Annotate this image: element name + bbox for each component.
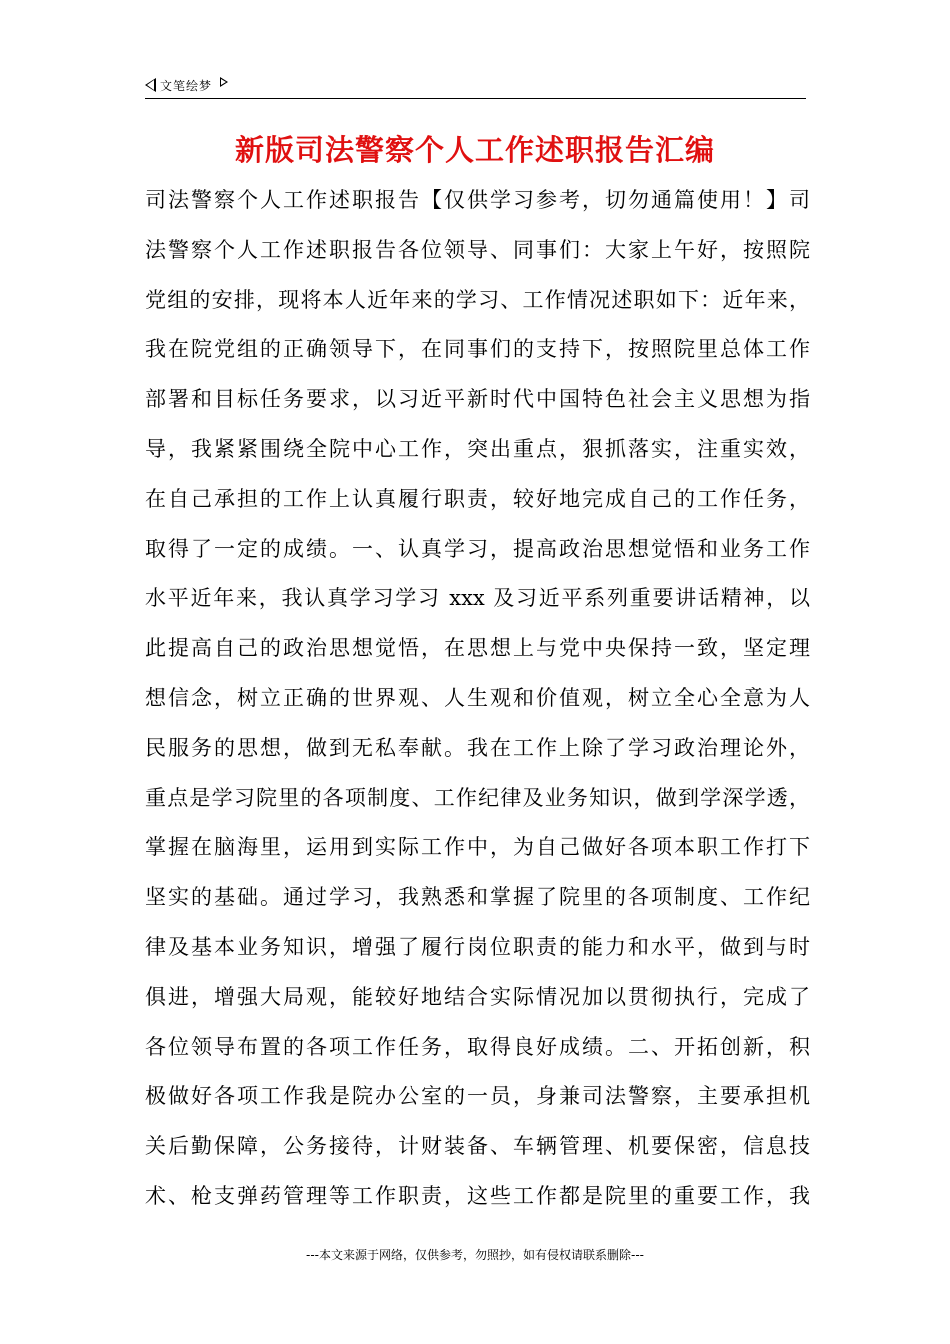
body-line: 党组的安排，现将本人近年来的学习、工作情况述职如下：近年来， xyxy=(145,287,810,312)
body-line: 在自己承担的工作上认真履行职责，较好地完成自己的工作任务， xyxy=(145,486,810,511)
triangle-right-outline-icon xyxy=(220,77,228,87)
body-line: 俱进，增强大局观，能较好地结合实际情况加以贯彻执行，完成了 xyxy=(145,984,810,1009)
body-line: 关后勤保障，公务接待，计财装备、车辆管理、机要保密，信息技 xyxy=(145,1134,810,1159)
body-line: 此提高自己的政治思想觉悟，在思想上与党中央保持一致，坚定理 xyxy=(145,636,810,661)
brand-name: 文笔绘梦 xyxy=(160,78,213,93)
body-line: 我在院党组的正确领导下，在同事们的支持下，按照院里总体工作 xyxy=(145,337,810,362)
body-line: 各位领导布置的各项工作任务，取得良好成绩。二、开拓创新，积 xyxy=(145,1034,810,1059)
body-line: 掌握在脑海里，运用到实际工作中，为自己做好各项本职工作打下 xyxy=(145,835,810,860)
document-title: 新版司法警察个人工作述职报告汇编 xyxy=(234,133,715,167)
body-line: 水平近年来，我认真学习学习 xxx 及习近平系列重要讲话精神，以 xyxy=(145,586,810,611)
brand xyxy=(145,74,228,96)
document-body xyxy=(145,176,810,1222)
footer-disclaimer: ---本文来源于网络，仅供参考，勿照抄，如有侵权请联系删除--- xyxy=(306,1248,644,1262)
body-line: 导，我紧紧围绕全院中心工作，突出重点，狠抓落实，注重实效， xyxy=(145,436,810,461)
body-line: 律及基本业务知识，增强了履行岗位职责的能力和水平，做到与时 xyxy=(145,934,810,959)
body-line: 部署和目标任务要求，以习近平新时代中国特色社会主义思想为指 xyxy=(145,387,810,412)
triangle-left-outline-icon xyxy=(145,78,156,92)
body-line: 重点是学习院里的各项制度、工作纪律及业务知识，做到学深学透， xyxy=(145,785,810,810)
body-line: 术、枪支弹药管理等工作职责，这些工作都是院里的重要工作，我 xyxy=(145,1183,810,1208)
body-line: 坚实的基础。通过学习，我熟悉和掌握了院里的各项制度、工作纪 xyxy=(145,885,810,910)
page-header xyxy=(145,74,806,99)
body-line: 法警察个人工作述职报告各位领导、同事们：大家上午好，按照院 xyxy=(145,237,810,262)
body-line: 司法警察个人工作述职报告【仅供学习参考，切勿通篇使用！】司 xyxy=(145,188,810,212)
body-line: 想信念，树立正确的世界观、人生观和价值观，树立全心全意为人 xyxy=(145,685,810,710)
body-line: 民服务的思想，做到无私奉献。我在工作上除了学习政治理论外， xyxy=(145,735,810,760)
body-line: 极做好各项工作我是院办公室的一员，身兼司法警察，主要承担机 xyxy=(145,1084,810,1109)
body-line: 取得了一定的成绩。一、认真学习，提高政治思想觉悟和业务工作 xyxy=(145,536,810,561)
